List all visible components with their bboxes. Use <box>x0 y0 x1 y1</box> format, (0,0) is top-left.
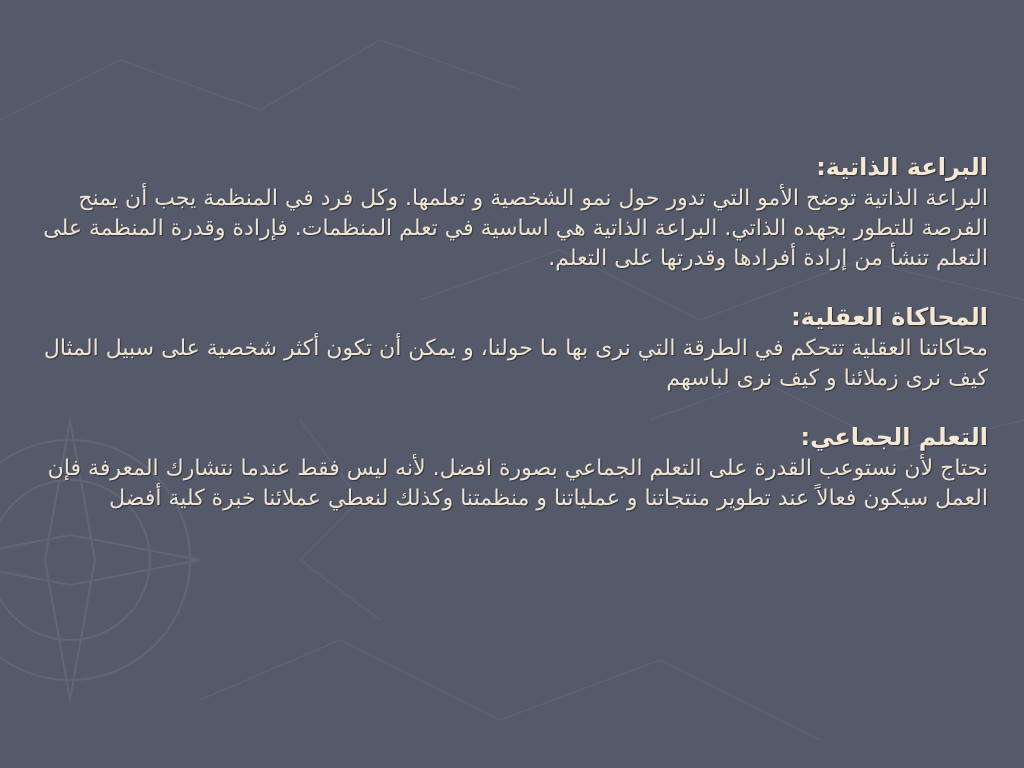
section-team-learning <box>28 420 988 514</box>
slide-content <box>28 150 988 540</box>
section-heading: المحاكاة العقلية: <box>791 303 988 331</box>
section-text: البراعة الذاتية توضح الأمو التي تدور حول نمو الشخصية و تعلمها. وكل فرد في المنظمة يجب أن يمنح الفرصة للتطور بجهده الذاتي. البراعة الذاتية هي اساسية في تعلم المنظمات. فإرادة وقدرة المنظمة على التعلم تنشأ من إرادة أفرادها وقدرتها على التعلم. <box>43 186 988 271</box>
section-text: محاكاتنا العقلية تتحكم في الطرقة التي نرى بها ما حولنا، و يمكن أن تكون أكثر شخصية على سبيل المثال كيف نرى زملائنا و كيف نرى لباسهم <box>43 336 988 391</box>
section-mental-models <box>28 300 988 394</box>
section-heading: البراعة الذاتية: <box>816 153 988 181</box>
section-self-mastery <box>28 150 988 274</box>
section-heading: التعلم الجماعي: <box>800 423 988 451</box>
section-text: نحتاج لأن نستوعب القدرة على التعلم الجماعي بصورة افضل. لأنه ليس فقط عندما نتشارك المعرفة فإن العمل سيكون فعالاً عند تطوير منتجاتنا و عملياتنا و منظمتنا وكذلك لنعطي عملائنا خبرة كلية أفضل <box>47 456 988 511</box>
